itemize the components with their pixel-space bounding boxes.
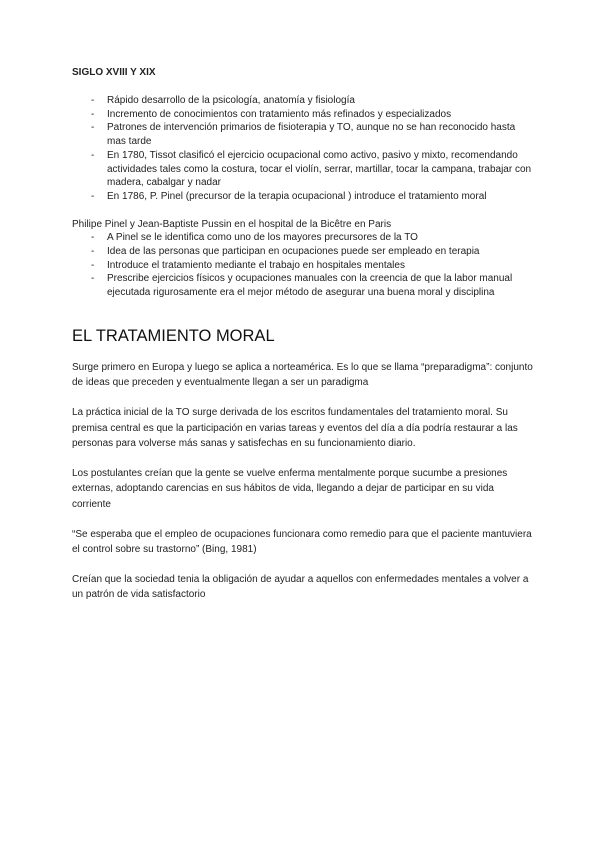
paragraph: Surge primero en Europa y luego se aplica a norteamérica. Es lo que se llama “preparadigma”: conjunto de ideas que preceden y eventualmente llegan a ser un paradigma bbox=[72, 361, 533, 389]
paragraph: La práctica inicial de la TO surge derivada de los escritos fundamentales del tratamiento moral. Su premisa central es que la participación en varias tareas y eventos del día a día podría restaurar a las personas para volverse más sanas y satisfechas en su funcionamiento diario. bbox=[72, 407, 518, 450]
section-heading-siglo: SIGLO XVIII Y XIX bbox=[72, 67, 156, 78]
section-title-tratamiento-moral: EL TRATAMIENTO MORAL bbox=[72, 326, 275, 345]
quote-paragraph: “Se esperaba que el empleo de ocupaciones funcionara como remedio para que el paciente mantuviera el control sobre su trastorno” (Bing, 1981) bbox=[72, 528, 532, 556]
pinel-bullet-list bbox=[72, 231, 534, 300]
list-item: - Idea de las personas que participan en ocupaciones puede ser empleado en terapia bbox=[94, 245, 534, 259]
pinel-intro: Philipe Pinel y Jean-Baptiste Pussin en el hospital de la Bicêtre en Paris bbox=[72, 218, 392, 230]
list-item: - Patrones de intervención primarios de fisioterapia y TO, aunque no se han reconocido hasta mas tarde bbox=[94, 121, 534, 148]
paragraph: Creían que la sociedad tenia la obligación de ayudar a aquellos con enfermedades mentales a volver a un patrón de vida satisfactorio bbox=[72, 573, 529, 601]
list-item: - A Pinel se le identifica como uno de los mayores precursores de la TO bbox=[94, 231, 534, 245]
siglo-bullet-list bbox=[72, 94, 534, 204]
paragraph: Los postulantes creían que la gente se vuelve enferma mentalmente porque sucumbe a presiones externas, adoptando carencias en sus hábitos de vida, llegando a dejar de participar en su vida corriente bbox=[72, 467, 508, 510]
document-page bbox=[72, 66, 534, 617]
list-item: - Introduce el tratamiento mediante el trabajo en hospitales mentales bbox=[94, 259, 534, 273]
list-item: - Rápido desarrollo de la psicología, anatomía y fisiología bbox=[94, 94, 534, 108]
list-item: - En 1786, P. Pinel (precursor de la terapia ocupacional ) introduce el tratamiento moral bbox=[94, 190, 534, 204]
list-item: - Prescribe ejercicios físicos y ocupaciones manuales con la creencia de que la labor manual ejecutada rigurosamente era el mejor método de asegurar una buena moral y disciplina bbox=[94, 272, 534, 299]
list-item: - Incremento de conocimientos con tratamiento más refinados y especializados bbox=[94, 108, 534, 122]
list-item: - En 1780, Tissot clasificó el ejercicio ocupacional como activo, pasivo y mixto, recomendando actividades tales como la costura, tocar el violín, serrar, martillar, tocar la campana, trabajar con madera, cabalgar y nadar bbox=[94, 149, 534, 190]
